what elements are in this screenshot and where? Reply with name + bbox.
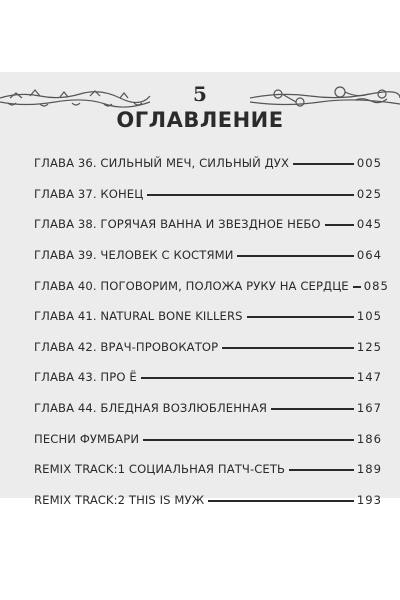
dot-leader [237,255,353,257]
toc-page-number: 125 [356,339,382,354]
dot-leader [293,163,354,165]
toc-page-number: 189 [356,462,382,477]
toc-entry-label: REMIX TRACK:2 THIS IS МУЖ [34,492,205,507]
dot-leader [271,408,354,410]
dot-leader [247,316,354,318]
toc-entry [34,362,382,393]
toc-entry [34,332,382,363]
dot-leader [141,377,354,379]
toc-entry-label: REMIX TRACK:1 СОЦИАЛЬНАЯ ПАТЧ-СЕТЬ [34,462,286,477]
toc-entry-label: ГЛАВА 41. NATURAL BONE KILLERS [34,309,243,324]
toc-entry [34,393,382,424]
toc-page-number: 147 [356,370,382,385]
toc-page-number: 005 [356,156,382,171]
toc-entry-label: ПЕСНИ ФУМБАРИ [34,431,140,446]
page-title: ОГЛАВЛЕНИЕ [116,108,284,132]
toc-entry [34,454,382,485]
toc-entry-label: ГЛАВА 40. ПОГОВОРИМ, ПОЛОЖА РУКУ НА СЕРДЦЕ [34,278,349,293]
toc-page-number: 064 [356,248,382,263]
toc-entry-label: ГЛАВА 37. КОНЕЦ [34,186,144,201]
toc-page-number: 085 [363,278,389,293]
dot-leader [208,500,354,502]
toc-page-number: 186 [356,431,382,446]
dot-leader [147,194,354,196]
chapter-number: 5 [193,82,207,106]
toc-entry [34,240,382,271]
toc-entry-label: ГЛАВА 38. ГОРЯЧАЯ ВАННА И ЗВЕЗДНОЕ НЕБО [34,217,321,232]
toc-entry [34,423,382,454]
toc-page-number: 045 [356,217,382,232]
dot-leader [222,347,354,349]
toc-entry [34,301,382,332]
toc-page-number: 105 [356,309,382,324]
toc-entry-label: ГЛАВА 39. ЧЕЛОВЕК С КОСТЯМИ [34,248,234,263]
toc-entry-label: ГЛАВА 44. БЛЕДНАЯ ВОЗЛЮБЛЕННАЯ [34,401,268,416]
toc-entry [34,209,382,240]
toc-entry [34,485,382,516]
dot-leader [143,439,354,441]
dot-leader [325,224,354,226]
toc-page-number: 025 [356,186,382,201]
dot-leader [289,469,354,471]
dot-leader [353,286,361,288]
toc-entry [34,270,389,301]
toc-page-number: 167 [356,401,382,416]
toc-entry-label: ГЛАВА 43. ПРО Ё [34,370,137,385]
toc-entry [34,179,382,210]
toc-entry-label: ГЛАВА 36. СИЛЬНЫЙ МЕЧ, СИЛЬНЫЙ ДУХ [34,156,290,171]
toc-entry-label: ГЛАВА 42. ВРАЧ-ПРОВОКАТОР [34,339,219,354]
table-of-contents [34,148,389,515]
toc-page-number: 193 [356,492,382,507]
toc-entry [34,148,382,179]
